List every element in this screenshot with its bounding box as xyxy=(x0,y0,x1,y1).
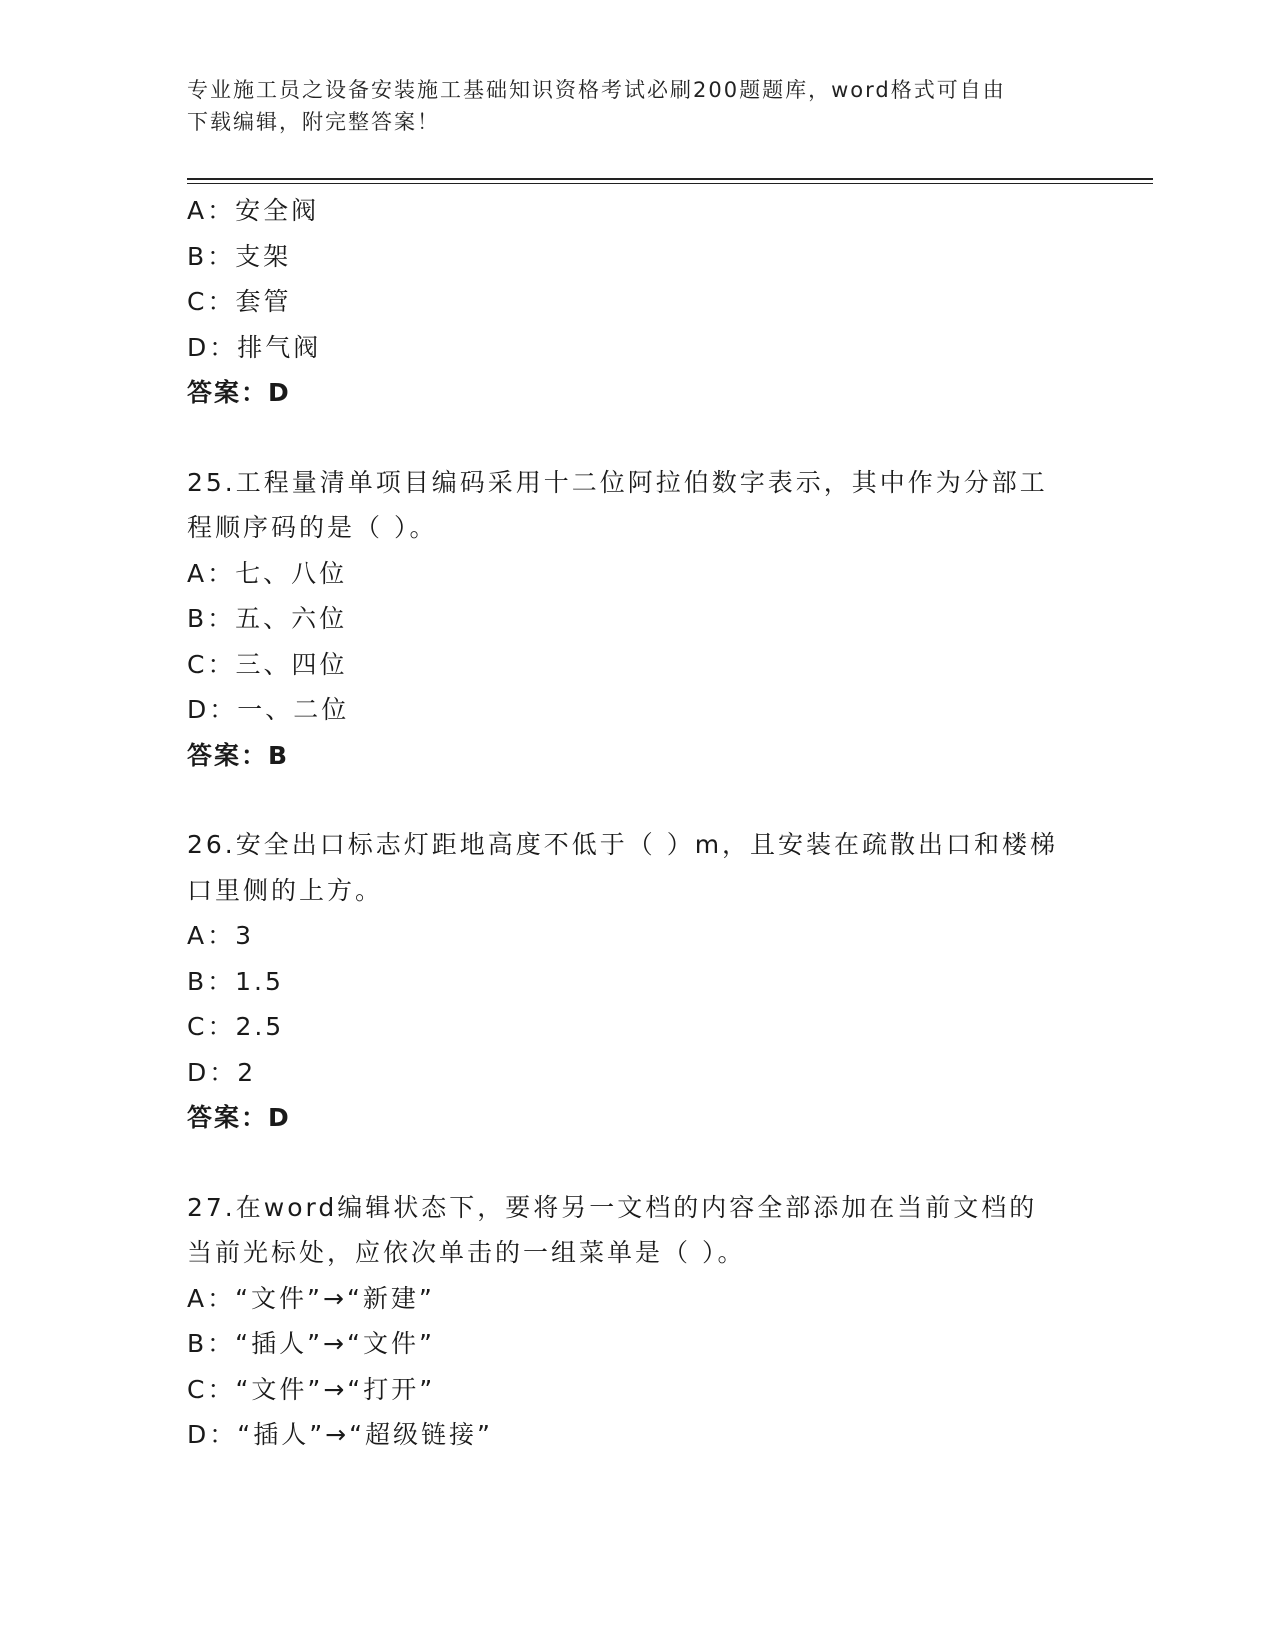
question-list xyxy=(187,188,1087,1458)
option-b: B：1.5 xyxy=(187,966,284,996)
question-stem xyxy=(187,822,1067,913)
question-stem-line-1: 27.在word编辑状态下，要将另一文档的内容全部添加在当前文档的 xyxy=(187,1192,1038,1222)
option-b: B：五、六位 xyxy=(187,604,348,633)
question-stem-line-1: 26.安全出口标志灯距地高度不低于（ ）m，且安装在疏散出口和楼梯 xyxy=(187,830,1059,859)
header-divider-thick xyxy=(187,178,1153,180)
option-a: A：安全阀 xyxy=(187,196,320,225)
option-a: A：“文件”→“新建” xyxy=(187,1283,435,1313)
option-d: D：2 xyxy=(187,1057,257,1087)
option-c: C：套管 xyxy=(187,287,292,316)
header-divider-thin xyxy=(187,183,1153,184)
question-24 xyxy=(187,188,1087,416)
answer: 答案：D xyxy=(187,1103,291,1132)
option-d: D：“插人”→“超级链接” xyxy=(187,1420,494,1449)
option-a: A：3 xyxy=(187,921,255,950)
question-26 xyxy=(187,822,1087,1141)
header-title-line-1: 专业施工员之设备安装施工基础知识资格考试必刷200题题库，word格式可自由 xyxy=(187,78,1006,102)
option-b: B：支架 xyxy=(187,241,292,271)
option-c: C：“文件”→“打开” xyxy=(187,1374,436,1404)
option-b: B：“插人”→“文件” xyxy=(187,1329,435,1358)
document-header xyxy=(187,74,1087,138)
question-stem-line-1: 25.工程量清单项目编码采用十二位阿拉伯数字表示，其中作为分部工 xyxy=(187,467,1048,497)
question-27 xyxy=(187,1185,1087,1458)
question-stem xyxy=(187,1185,1067,1276)
option-d: D：排气阀 xyxy=(187,332,322,362)
option-c: C：2.5 xyxy=(187,1012,285,1041)
question-25 xyxy=(187,460,1087,779)
option-c: C：三、四位 xyxy=(187,649,348,679)
question-stem xyxy=(187,460,1067,551)
answer: 答案：B xyxy=(187,740,290,770)
question-stem-line-2: 口里侧的上方。 xyxy=(187,875,384,905)
question-stem-line-2: 程顺序码的是（ ）。 xyxy=(187,513,438,542)
option-d: D：一、二位 xyxy=(187,695,350,724)
question-stem-line-2: 当前光标处，应依次单击的一组菜单是（ ）。 xyxy=(187,1238,746,1267)
option-a: A：七、八位 xyxy=(187,558,348,588)
header-title-line-2: 下载编辑，附完整答案！ xyxy=(187,110,440,134)
answer: 答案：D xyxy=(187,378,291,407)
